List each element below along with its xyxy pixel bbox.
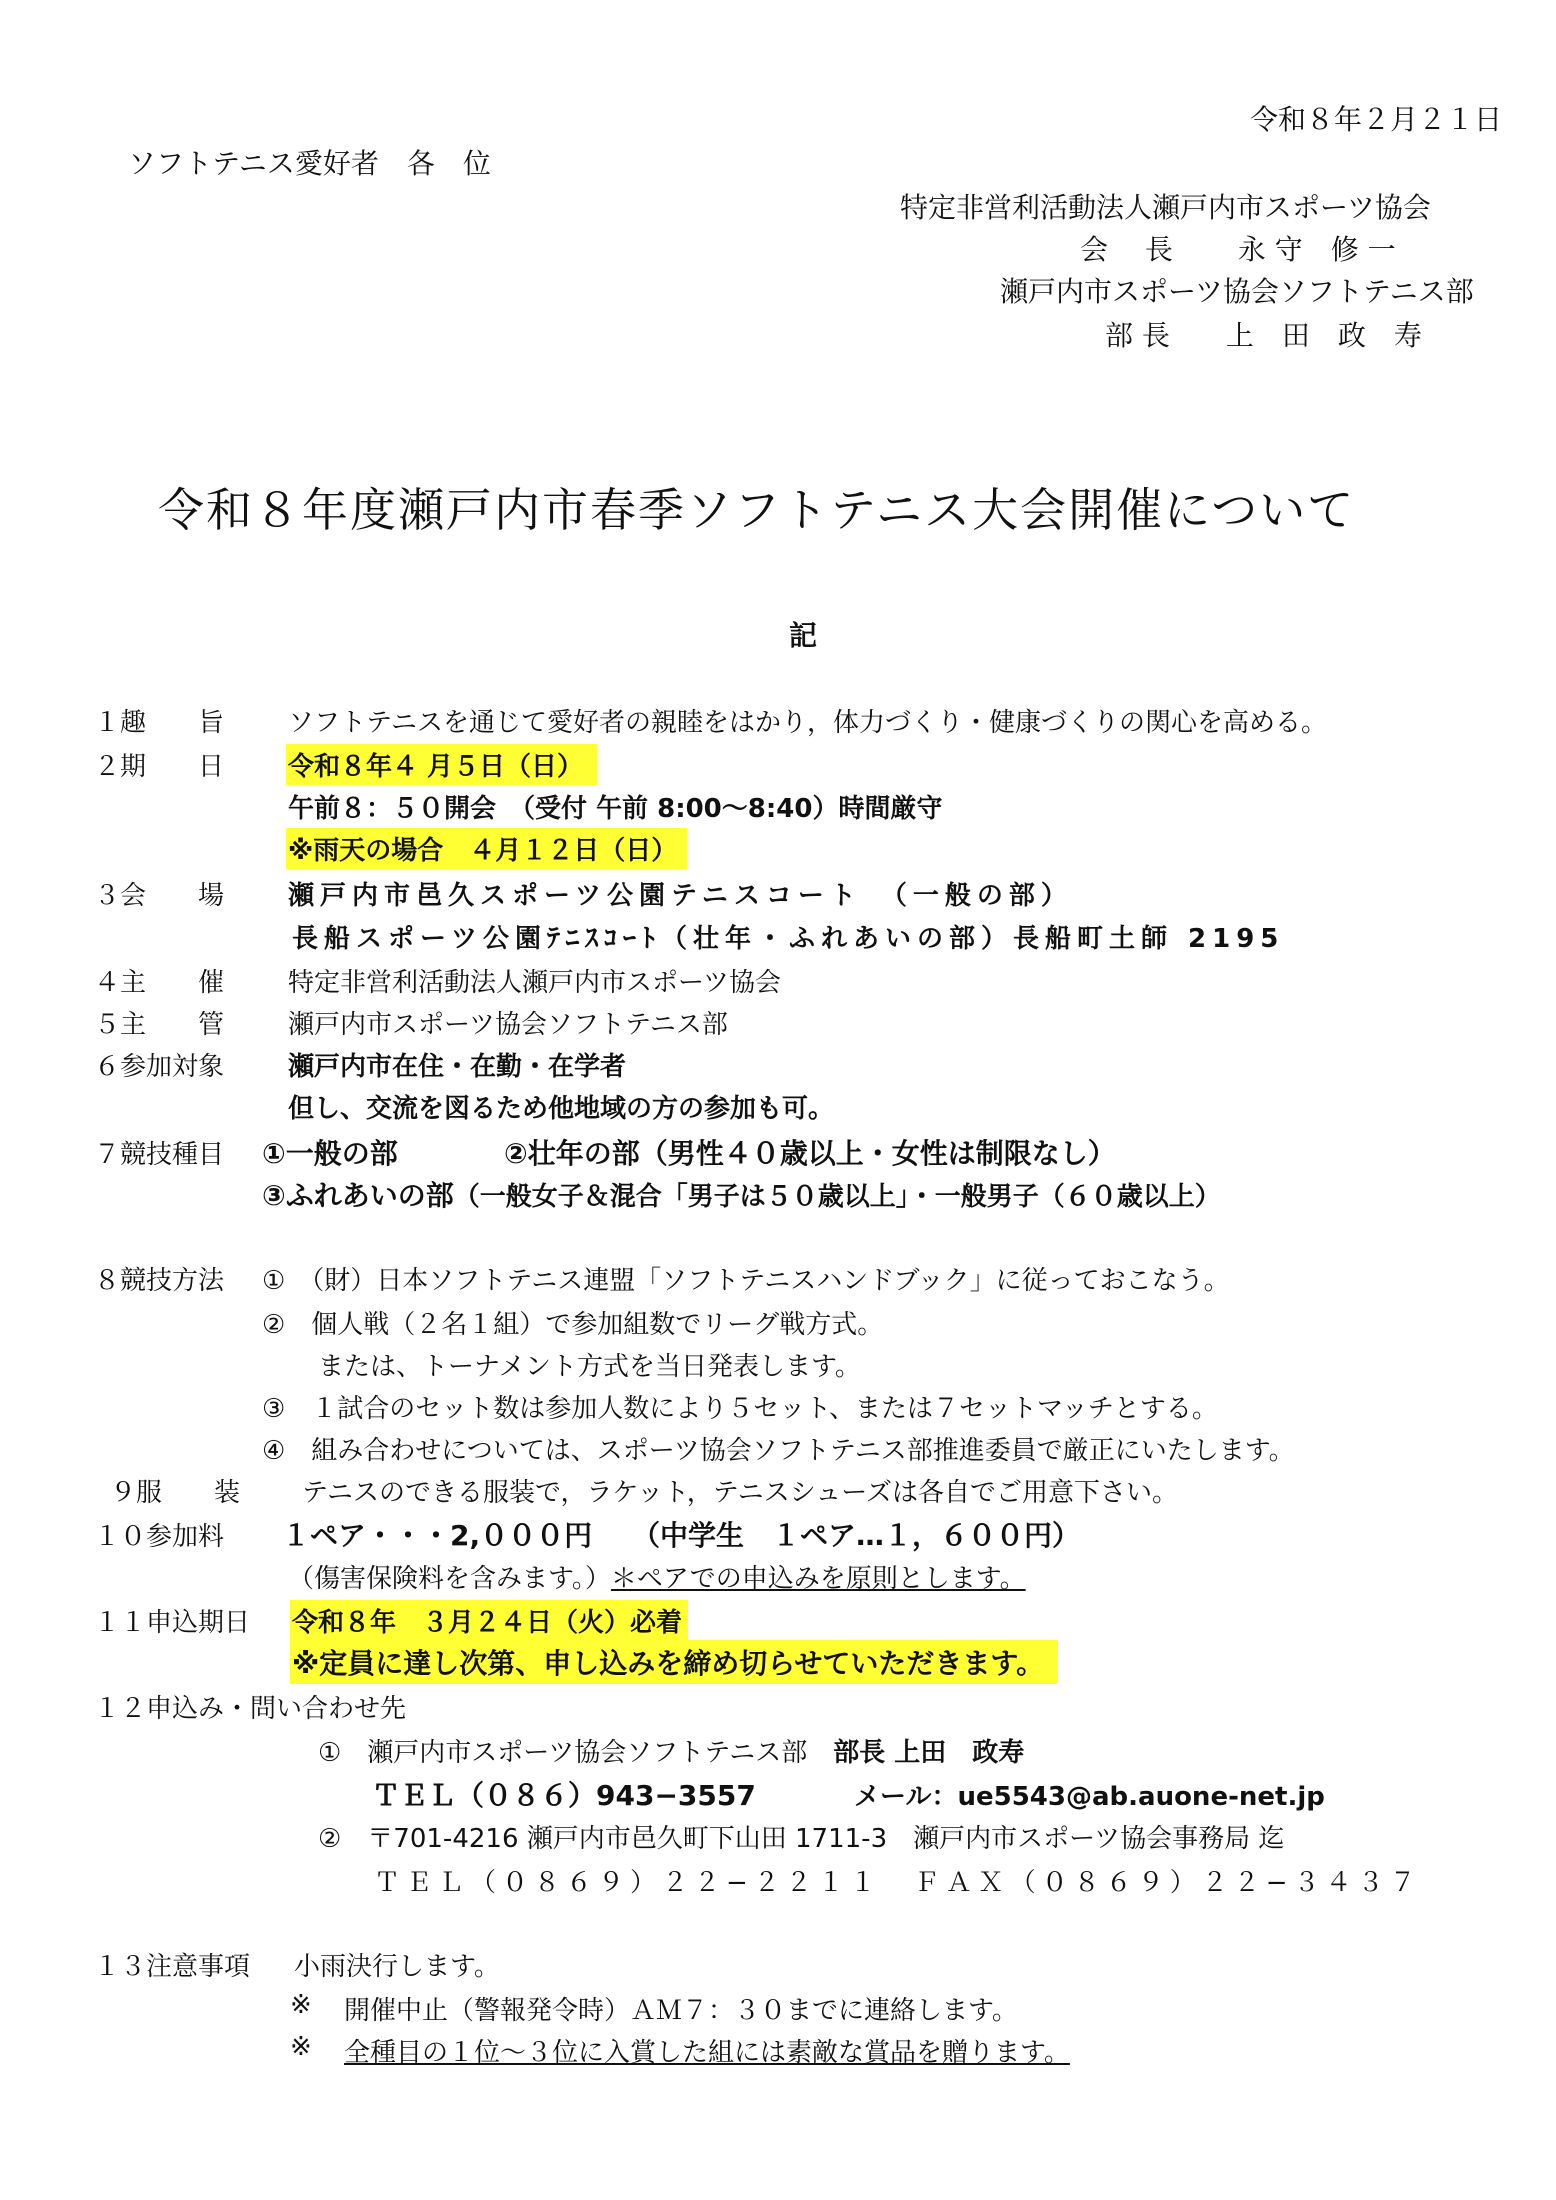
- organization-representative: 会 長 永 守 修 一: [1080, 233, 1396, 266]
- contact-1: [318, 1732, 1024, 1769]
- event-date: 令和８年４ 月５日（日）: [286, 744, 597, 785]
- notice-cancellation: 開催中止（警報発令時）ＡＭ７：３０までに連絡します。: [344, 1996, 1018, 2026]
- category-fureai-detail: （一般女子＆混合「男子は５０歳以上」・一般男子（６０歳以上）: [453, 1182, 1221, 1212]
- rain-date: ※雨天の場合 ４月１２日（日）: [286, 828, 687, 869]
- attire-text: テニスのできる服装で，ラケット，テニスシューズは各自でご用意下さい。: [302, 1478, 1178, 1508]
- item-5-label: ５主 管: [94, 1010, 225, 1040]
- venue-senior: 長船スポーツ公園ﾃﾆｽｺｰﾄ（壮年・ふれあいの部）長船町土師 2195: [292, 924, 1285, 954]
- department-name: 瀬戸内市スポーツ協会ソフトテニス部: [1000, 275, 1474, 308]
- pair-entry-note: ＊ペアでの申込みを原則とします。: [610, 1564, 1026, 1594]
- insurance-note: （傷害保険料を含みます。）: [288, 1564, 611, 1594]
- item-4-text: 特定非営利活動法人瀬戸内市スポーツ協会: [288, 968, 781, 998]
- item-7-label: ７競技種目: [94, 1140, 225, 1170]
- contact-2-address: ② 〒701-4216 瀬戸内市邑久町下山田 1711-3 瀬戸内市スポーツ協会事務局 迄: [318, 1824, 1285, 1854]
- notice-mark-1: ※: [290, 1990, 312, 2020]
- category-fureai: [262, 1174, 1221, 1214]
- entry-fee: １ペア・・・2,０００円: [282, 1519, 593, 1552]
- document-date: 令和８年２月２１日: [1249, 103, 1502, 136]
- student-fee: （中学生 １ペア…１，６００円）: [632, 1519, 1081, 1552]
- contact-2-tel-fax: ＴＥＬ（０８６９）２２−２２１１ ＦＡＸ（０８６９）２２−３４３７: [374, 1868, 1422, 1898]
- department-head: 部 長 上 田 政 寿: [1105, 319, 1422, 352]
- notice-mark-2: ※: [290, 2032, 312, 2062]
- category-senior: ②壮年の部（男性４０歳以上・女性は制限なし）: [504, 1137, 1116, 1170]
- eligibility: 瀬戸内市在住・在勤・在学者: [288, 1052, 627, 1082]
- item-10-label: １０参加料: [94, 1522, 225, 1552]
- contact-1-email: メール：ue5543@ab.auone-net.jp: [854, 1782, 1325, 1812]
- category-general: ①一般の部: [262, 1137, 398, 1170]
- item-1-text: ソフトテニスを通じて愛好者の親睦をはかり，体力づくり・健康づくりの関心を高める。: [288, 708, 1327, 738]
- item-1-label: １趣 旨: [94, 708, 225, 738]
- page-title: 令和８年度瀬戸内市春季ソフトテニス大会開催について: [158, 483, 1356, 537]
- contact-1-tel: ＴＥＬ（０８６）943−3557: [372, 1779, 756, 1812]
- venue-general: 瀬戸内市邑久スポーツ公園テニスコート （一般の部）: [288, 881, 1073, 911]
- method-2-note: または、トーナメント方式を当日発表します。: [318, 1352, 861, 1382]
- method-2: ② 個人戦（２名１組）で参加組数でリーグ戦方式。: [262, 1310, 884, 1340]
- item-6-label: ６参加対象: [94, 1052, 225, 1082]
- capacity-note: ※定員に達し次第、申し込みを締め切らせていただきます。: [290, 1640, 1058, 1684]
- event-time: 午前８：５０開会 （受付 午前 8:00～8:40）時間厳守: [288, 794, 943, 824]
- item-5-text: 瀬戸内市スポーツ協会ソフトテニス部: [288, 1010, 728, 1040]
- method-1: ① （財）日本ソフトテニス連盟「ソフトテニスハンドブック」に従っておこなう。: [262, 1266, 1230, 1296]
- category-fureai-name: ③ふれあいの部: [262, 1179, 454, 1212]
- ki-heading: 記: [789, 619, 818, 652]
- eligibility-note: 但し、交流を図るため他地域の方の参加も可。: [288, 1094, 835, 1124]
- item-3-label: ３会 場: [94, 881, 225, 911]
- addressee: ソフトテニス愛好者 各 位: [128, 147, 491, 180]
- organization-name: 特定非営利活動法人瀬戸内市スポーツ協会: [900, 191, 1431, 224]
- method-4: ④ 組み合わせについては、スポーツ協会ソフトテニス部推進委員で厳正にいたします。: [262, 1436, 1295, 1466]
- item-9-label: ９服 装: [110, 1478, 241, 1508]
- item-11-label: １１申込期日: [94, 1608, 251, 1638]
- notice-light-rain: 小雨決行します。: [294, 1952, 500, 1982]
- contact-1-org: ① 瀬戸内市スポーツ協会ソフトテニス部: [318, 1738, 808, 1768]
- item-13-label: １３注意事項: [94, 1952, 251, 1982]
- fee-note: [288, 1558, 1026, 1595]
- item-8-label: ８競技方法: [94, 1266, 225, 1296]
- item-2-label: ２期 日: [94, 752, 225, 782]
- method-3: ③ １試合のセット数は参加人数により５セット、または７セットマッチとする。: [262, 1394, 1218, 1424]
- contact-1-name: 部長 上田 政寿: [833, 1738, 1025, 1768]
- application-deadline: 令和８年 ３月２４日（火）必着: [290, 1600, 688, 1641]
- notice-prizes: 全種目の１位～３位に入賞した組には素敵な賞品を贈ります。: [344, 2038, 1070, 2068]
- item-4-label: ４主 催: [94, 968, 225, 998]
- item-12-label: １２申込み・問い合わせ先: [94, 1694, 407, 1724]
